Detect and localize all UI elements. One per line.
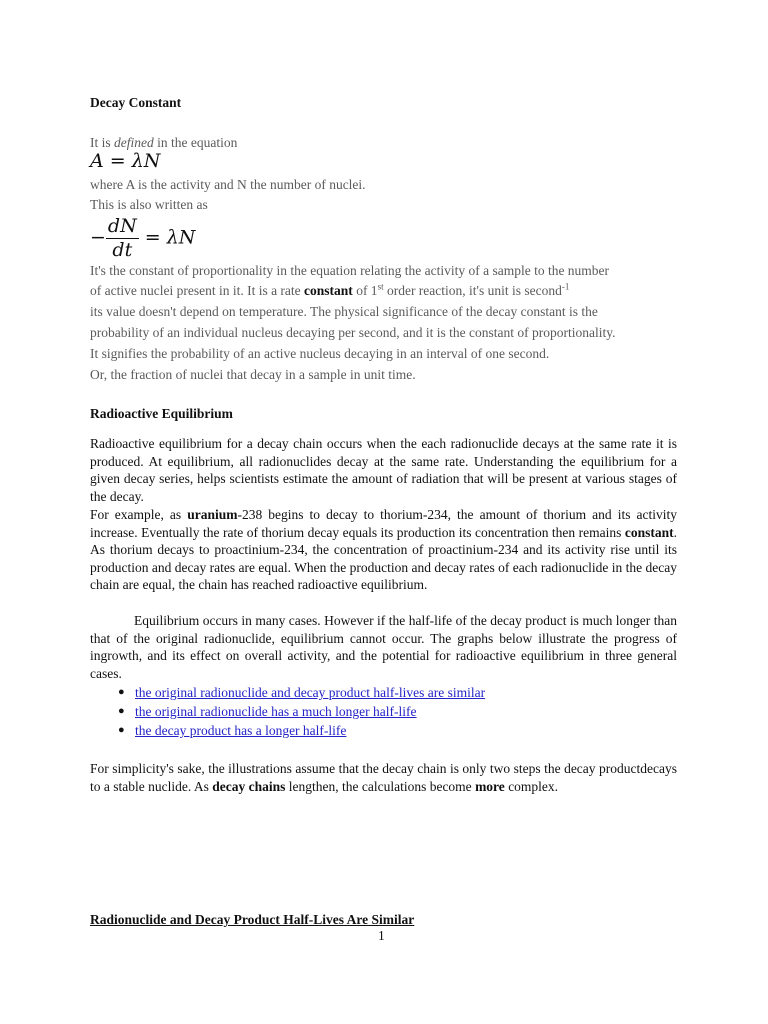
similar-half-lives-heading: Radionuclide and Decay Product Half-Lives Are Similar <box>90 912 415 927</box>
equilibrium-paragraph-4 <box>90 760 677 795</box>
eq2-fraction <box>106 217 139 260</box>
bullet-icon: ● <box>118 686 125 698</box>
line2-c: of 1 <box>352 283 378 298</box>
where-line: where A is the activity and N the number of nuclei. <box>90 177 366 192</box>
p2-c: -238 begins to decay to thorium-234, the amount of thorium and its activity increase. Eventually the rate of thorium decay equals its production its concentration then remains <box>90 507 677 540</box>
defined-post: in the equation <box>153 135 238 150</box>
link-longer-original-half-life[interactable]: the original radionuclide has a much longer half-life <box>135 704 417 719</box>
link-longer-product-half-life[interactable]: the decay product has a longer half-life <box>135 723 347 738</box>
equilibrium-case-list <box>90 683 485 740</box>
p2-uranium: uranium <box>187 507 238 522</box>
line2-a: of active nuclei present in it. It is a rate <box>90 283 305 298</box>
equilibrium-paragraph-2 <box>90 506 677 594</box>
also-written-line: This is also written as <box>90 197 208 212</box>
equilibrium-paragraph-1: Radioactive equilibrium for a decay chain occurs when the each radionuclide decays at the same rate it is produced. At equilibrium, all radionuclides decay at the same rate. Understanding the equilibrium for a given decay series, helps scientists estimate the amount of radiation that will be present at various stages of the decay. <box>90 436 677 504</box>
explanation-line-3: its value doesn't depend on temperature. The physical significance of the decay constant is the <box>90 304 598 319</box>
list-item <box>90 702 485 721</box>
eq1-lhs: A <box>90 150 104 172</box>
p4-a: For simplicity's sake, the illustrations assume that the decay chain is only two steps the decay productdecays to a stable nuclide. As <box>90 761 677 794</box>
p2-e: . As thorium decays to proactinium-234, the concentration of proactinium-234 and its activity rise until its production and decay rates are equal. When the production and decay rates of each radionuclide in the decay chain are equal, the chain has reached radioactive equilibrium. <box>90 524 677 593</box>
explanation-line-5: It signifies the probability of an active nucleus decaying in an interval of one second. <box>90 346 550 361</box>
link-similar-half-lives[interactable]: the original radionuclide and decay product half-lives are similar <box>135 685 486 700</box>
defined-pre: It is <box>90 135 115 150</box>
eq2-minus: − <box>90 226 106 249</box>
line2-sup: st <box>377 281 384 292</box>
line2-d: order reaction, it's unit is second <box>383 283 562 298</box>
p2-constant: constant <box>624 524 674 540</box>
p2-a: For example, as <box>90 507 188 522</box>
bullet-icon: ● <box>118 705 125 717</box>
explanation-line-1: It's the constant of proportionality in the equation relating the activity of a sample to the number <box>90 263 610 278</box>
defined-line <box>90 135 237 151</box>
p4-e: complex. <box>504 778 559 794</box>
equilibrium-heading: Radioactive Equilibrium <box>90 406 233 421</box>
equation-activity <box>90 150 160 172</box>
eq2-numerator: dN <box>107 215 137 237</box>
eq1-rhs: λN <box>131 150 161 172</box>
line2-sup2: -1 <box>561 281 570 292</box>
line2-constant: constant <box>304 283 353 298</box>
explanation-line-6: Or, the fraction of nuclei that decay in a sample in unit time. <box>90 367 416 382</box>
eq2-op: = <box>138 226 167 249</box>
p4-c: lengthen, the calculations become <box>285 778 476 794</box>
page-number: 1 <box>378 928 385 943</box>
list-item <box>90 683 485 702</box>
eq2-denominator: dt <box>112 239 133 261</box>
explanation-line-2 <box>90 283 569 299</box>
bullet-icon: ● <box>118 724 125 736</box>
explanation-line-4: probability of an individual nucleus decaying per second, and it is the constant of proportionality. <box>90 325 616 340</box>
eq1-op: = <box>103 150 132 172</box>
equation-differential <box>90 217 195 260</box>
defined-em: defined <box>114 135 154 150</box>
equilibrium-paragraph-3: Equilibrium occurs in many cases. However if the half-life of the decay product is much longer than that of the original radionuclide, equilibrium cannot occur. The graphs below illustrate the progress of ingrowth, and its effect on overall activity, and the potential for radioactive equilibrium in three general cases. <box>90 613 677 681</box>
p4-more: more <box>475 778 505 794</box>
eq2-rhs: λN <box>166 226 196 249</box>
p4-decay-chains: decay chains <box>212 778 286 794</box>
list-item <box>90 721 485 740</box>
decay-constant-heading: Decay Constant <box>90 95 182 110</box>
